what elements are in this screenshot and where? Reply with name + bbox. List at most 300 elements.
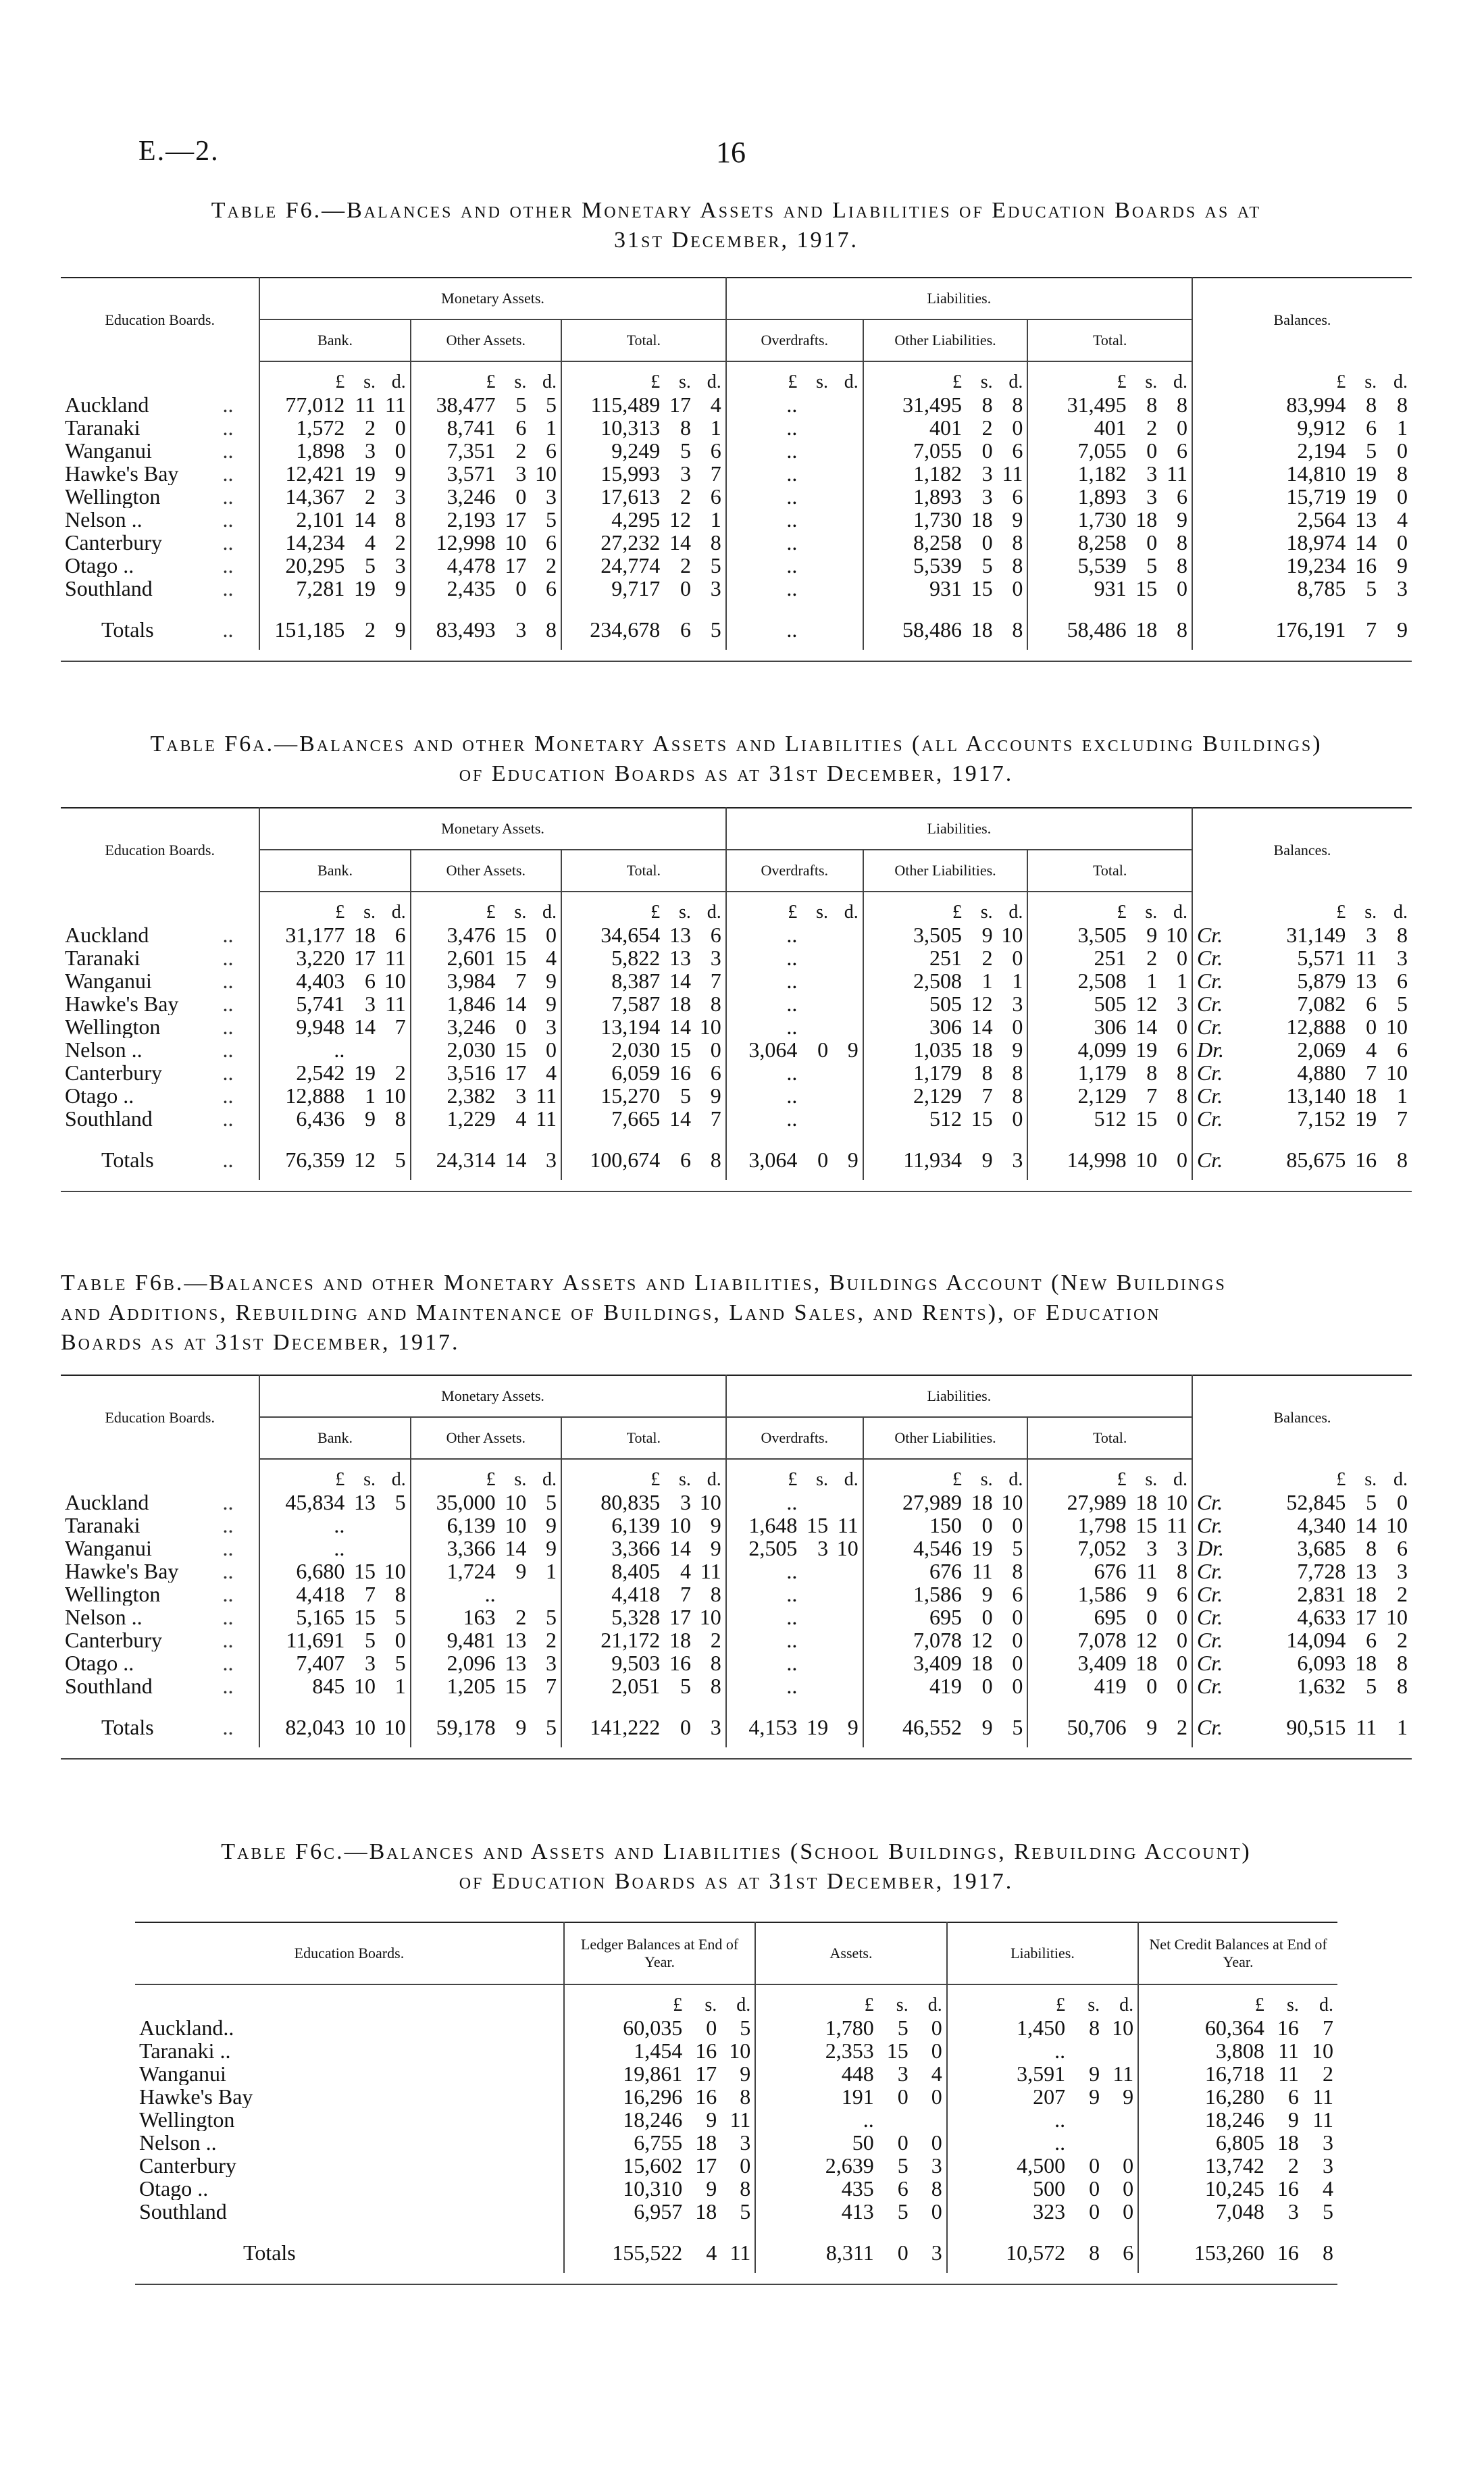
money-cell: 10 xyxy=(1104,2016,1138,2039)
pounds-cell: 234,678 xyxy=(590,617,661,642)
balance-cell: 6 xyxy=(1366,1628,1377,1651)
shillings-cell: 19 xyxy=(354,462,376,485)
pence-cell: 8 xyxy=(695,1130,726,1180)
pounds-cell: 27,989 xyxy=(1067,1491,1127,1514)
pence-cell: 0 xyxy=(997,1015,1028,1038)
shillings-cell xyxy=(801,439,832,462)
balance-cell: 19 xyxy=(1355,462,1377,485)
pounds-cell: 141,222 xyxy=(590,1714,661,1739)
col-other-liabilities: Other Liabilities. xyxy=(863,319,1028,361)
pounds-cell: .. xyxy=(786,1560,798,1583)
col-monetary-assets: Monetary Assets. xyxy=(259,278,725,319)
pounds-cell: 4,478 xyxy=(446,554,496,577)
money-cell: 0 xyxy=(721,2154,755,2177)
pounds-cell: .. xyxy=(786,946,798,969)
shillings-cell xyxy=(801,416,832,439)
shillings-cell xyxy=(801,992,832,1015)
pence-cell: 10 xyxy=(380,969,411,992)
money-cell: 1,450 xyxy=(1017,2016,1066,2039)
pence-cell: 5 xyxy=(380,1130,411,1180)
pounds-cell: 1,572 xyxy=(296,416,345,439)
unit-label: s. xyxy=(1287,1995,1299,2016)
balance-cell: 13 xyxy=(1355,969,1377,992)
col-total-liabilities: Total. xyxy=(1027,1417,1192,1459)
shillings-cell xyxy=(801,554,832,577)
table-row xyxy=(135,2177,1337,2200)
money-cell: 5 xyxy=(721,2016,755,2039)
leader-dots: .. xyxy=(218,946,259,969)
money-cell: 4 xyxy=(1323,2177,1333,2200)
pence-cell: 0 xyxy=(380,1628,411,1651)
pounds-cell: 3,064 xyxy=(748,1038,798,1061)
pounds-cell: 34,654 xyxy=(600,923,661,946)
cr-dr-label: Cr. xyxy=(1196,1560,1223,1583)
pounds-cell: 2,101 xyxy=(296,508,345,531)
shillings-cell: 13 xyxy=(354,1491,376,1514)
pence-cell: 8 xyxy=(1161,393,1192,416)
unit-label: £ xyxy=(650,371,661,392)
shillings-cell: 15 xyxy=(354,1606,376,1628)
money-cell: 3,591 xyxy=(1017,2062,1066,2085)
pence-cell: 4 xyxy=(695,393,726,416)
table-end-rule xyxy=(61,650,1412,661)
col-education-boards: Education Boards. xyxy=(135,1922,564,1984)
title-line: of Education Boards as at 31st December, 1917. xyxy=(459,761,1014,786)
shillings-cell: 13 xyxy=(505,1628,527,1651)
pence-cell: 6 xyxy=(695,923,726,946)
pence-cell xyxy=(832,485,863,508)
board-name: Wanganui xyxy=(65,439,152,462)
pounds-cell: 7,281 xyxy=(296,577,345,600)
cr-dr-label: Cr. xyxy=(1196,1107,1223,1130)
board-name: Wanganui xyxy=(65,1537,152,1560)
pence-cell xyxy=(832,923,863,946)
pence-cell: 8 xyxy=(1161,554,1192,577)
pence-cell: 8 xyxy=(530,600,561,650)
pounds-cell: 1,798 xyxy=(1077,1514,1127,1537)
balance-cell: 10 xyxy=(1386,1015,1408,1038)
money-cell: 0 xyxy=(897,2085,909,2108)
pence-cell: 2 xyxy=(380,1061,411,1084)
balance-cell: 52,845 xyxy=(1286,1491,1346,1514)
cr-dr-label: Cr. xyxy=(1196,1651,1223,1674)
pence-cell: 1 xyxy=(1161,969,1192,992)
money-cell: 0 xyxy=(897,2240,909,2265)
pounds-cell: 2,542 xyxy=(296,1061,345,1084)
pence-cell: 4 xyxy=(530,1061,561,1084)
pence-cell: 8 xyxy=(1161,600,1192,650)
pounds-cell: .. xyxy=(786,439,798,462)
pence-cell: 10 xyxy=(380,1697,411,1747)
pence-cell: 6 xyxy=(1161,1583,1192,1606)
money-cell: 5 xyxy=(897,2200,909,2223)
table-row xyxy=(135,2154,1337,2177)
pounds-cell: 695 xyxy=(929,1606,962,1628)
pence-cell: 6 xyxy=(380,923,411,946)
money-cell: 3 xyxy=(897,2062,909,2085)
pounds-cell: 9,249 xyxy=(611,439,661,462)
shillings-cell: 15 xyxy=(505,946,527,969)
unit-spacer xyxy=(61,892,259,923)
pence-cell: 8 xyxy=(997,393,1028,416)
pence-cell: 9 xyxy=(695,1537,726,1560)
cr-dr-label: Cr. xyxy=(1196,1714,1223,1739)
money-cell: 10,572 xyxy=(1006,2240,1066,2265)
balance-cell: 15,719 xyxy=(1286,485,1346,508)
pence-cell: 9 xyxy=(530,969,561,992)
pounds-cell: 46,552 xyxy=(902,1714,962,1739)
cr-dr-label: Cr. xyxy=(1196,1015,1223,1038)
col-liabilities: Liabilities. xyxy=(726,808,1192,850)
pounds-cell: 14,234 xyxy=(285,531,345,554)
money-cell: 8 xyxy=(1089,2240,1100,2265)
money-cell: 3 xyxy=(913,2223,947,2273)
pence-cell: 0 xyxy=(997,416,1028,439)
pence-cell xyxy=(832,416,863,439)
totals-row xyxy=(61,1130,1412,1180)
pounds-cell: .. xyxy=(786,923,798,946)
shillings-cell: 10 xyxy=(1135,1147,1158,1172)
money-cell: 11 xyxy=(1104,2062,1138,2085)
balance-cell: 2 xyxy=(1397,1583,1408,1606)
shillings-cell: 18 xyxy=(1135,508,1158,531)
pence-cell: 8 xyxy=(695,531,726,554)
pence-cell: 0 xyxy=(1161,1015,1192,1038)
pence-cell: 10 xyxy=(380,1560,411,1583)
board-name: Canterbury xyxy=(65,1061,162,1084)
balance-cell: 1 xyxy=(1397,1714,1408,1739)
unit-label: d. xyxy=(913,1984,947,2016)
pence-cell: 0 xyxy=(530,923,561,946)
money-cell: 3 xyxy=(1323,2154,1333,2177)
leader-dots: .. xyxy=(218,600,259,650)
balance-cell: 5,571 xyxy=(1297,946,1346,969)
pounds-cell: 9,481 xyxy=(446,1628,496,1651)
pence-cell xyxy=(380,1514,411,1537)
totals-label: Totals xyxy=(101,617,154,642)
balance-cell: 10 xyxy=(1386,1514,1408,1537)
pounds-cell: 2,382 xyxy=(446,1084,496,1107)
pounds-cell: 3,476 xyxy=(446,923,496,946)
pounds-cell: 5,539 xyxy=(1077,554,1127,577)
shillings-cell: 0 xyxy=(1146,1674,1158,1697)
balance-cell: 0 xyxy=(1397,1491,1408,1514)
money-cell: 60,035 xyxy=(623,2016,683,2039)
unit-label: £ xyxy=(1117,902,1127,923)
shillings-cell xyxy=(801,969,832,992)
pence-cell: 3 xyxy=(380,554,411,577)
pounds-cell: 31,495 xyxy=(1067,393,1127,416)
pence-cell: 0 xyxy=(997,577,1028,600)
shillings-cell: 2 xyxy=(365,617,376,642)
leader-dots: .. xyxy=(218,1491,259,1514)
pence-cell: 5 xyxy=(380,1651,411,1674)
shillings-cell: 9 xyxy=(1146,1583,1158,1606)
money-cell: 9 xyxy=(1104,2085,1138,2108)
money-cell: 9 xyxy=(706,2108,717,2131)
pounds-cell: 401 xyxy=(1094,416,1127,439)
pounds-cell: 695 xyxy=(1094,1606,1127,1628)
table-end-rule xyxy=(135,2273,1337,2284)
pence-cell xyxy=(832,1061,863,1084)
pounds-cell: 3,366 xyxy=(446,1537,496,1560)
col-overdrafts: Overdrafts. xyxy=(726,1417,863,1459)
pence-cell: 11 xyxy=(530,1107,561,1130)
shillings-cell: 3 xyxy=(1146,485,1158,508)
balance-cell: 7,728 xyxy=(1297,1560,1346,1583)
unit-label: £ xyxy=(1117,1469,1127,1490)
balance-cell: 18 xyxy=(1355,1084,1377,1107)
pence-cell xyxy=(832,1628,863,1651)
unit-label: s. xyxy=(679,371,691,392)
page-reference: E.—2. xyxy=(138,136,220,167)
money-cell xyxy=(913,2108,947,2131)
pounds-cell: 58,486 xyxy=(902,617,962,642)
pence-cell: 8 xyxy=(1161,1560,1192,1583)
pence-cell: 0 xyxy=(997,1107,1028,1130)
col-overdrafts: Overdrafts. xyxy=(726,850,863,892)
pounds-cell: .. xyxy=(786,1583,798,1606)
col-total-liabilities: Total. xyxy=(1027,850,1192,892)
col-other-liabilities: Other Liabilities. xyxy=(863,850,1028,892)
balance-cell: 8 xyxy=(1397,1674,1408,1697)
unit-label: d. xyxy=(1393,1468,1408,1490)
pence-cell: 0 xyxy=(1161,577,1192,600)
shillings-cell: 13 xyxy=(505,1651,527,1674)
pence-cell xyxy=(832,439,863,462)
pounds-cell: 3,366 xyxy=(611,1537,661,1560)
balance-cell: 13,140 xyxy=(1286,1084,1346,1107)
pence-cell: 8 xyxy=(380,508,411,531)
pounds-cell: 1,893 xyxy=(1077,485,1127,508)
pounds-cell: 4,099 xyxy=(1077,1038,1127,1061)
leader-dots: .. xyxy=(218,416,259,439)
money-cell: 11 xyxy=(721,2223,755,2273)
unit-label: £ xyxy=(1336,1468,1346,1490)
shillings-cell: 0 xyxy=(817,1147,829,1172)
board-name: Southland xyxy=(135,2200,564,2223)
shillings-cell: 15 xyxy=(971,577,993,600)
pounds-cell: 31,495 xyxy=(902,393,962,416)
pence-cell: 5 xyxy=(530,1606,561,1628)
shillings-cell: 3 xyxy=(515,1084,527,1107)
col-monetary-assets: Monetary Assets. xyxy=(259,808,725,850)
unit-label: £ xyxy=(952,902,962,923)
shillings-cell: 18 xyxy=(1135,1491,1158,1514)
table-row xyxy=(135,2016,1337,2039)
shillings-cell: 15 xyxy=(354,1560,376,1583)
shillings-cell xyxy=(801,577,832,600)
table-row xyxy=(61,1628,1412,1651)
balance-cell: 7 xyxy=(1366,617,1377,642)
pence-cell: 7 xyxy=(530,1674,561,1697)
cr-dr-label: Cr. xyxy=(1196,1606,1223,1628)
shillings-cell: 13 xyxy=(669,946,691,969)
table-row xyxy=(61,508,1412,531)
shillings-cell xyxy=(801,1651,832,1674)
pence-cell: 9 xyxy=(832,1038,863,1061)
board-name: Canterbury xyxy=(135,2154,564,2177)
balance-cell: 2,831 xyxy=(1297,1583,1346,1606)
pence-cell: 11 xyxy=(380,992,411,1015)
board-name: Canterbury xyxy=(65,531,162,554)
shillings-cell: 14 xyxy=(354,508,376,531)
shillings-cell: 3 xyxy=(817,1537,829,1560)
shillings-cell: 17 xyxy=(354,946,376,969)
pence-cell xyxy=(832,600,863,650)
pence-cell xyxy=(380,1537,411,1560)
leader-dots: .. xyxy=(218,1537,259,1560)
shillings-cell: 2 xyxy=(680,485,691,508)
board-name: Wellington xyxy=(65,1583,161,1606)
balance-cell: 11 xyxy=(1356,1714,1377,1739)
board-name: Otago .. xyxy=(65,1651,134,1674)
pence-cell xyxy=(832,969,863,992)
money-cell: 0 xyxy=(897,2131,909,2154)
money-cell: 435 xyxy=(841,2177,874,2200)
money-cell: 0 xyxy=(913,2016,947,2039)
shillings-cell: 2 xyxy=(365,485,376,508)
pence-cell: 8 xyxy=(695,1583,726,1606)
shillings-cell: 4 xyxy=(365,531,376,554)
pounds-cell: 1,182 xyxy=(1077,462,1127,485)
money-cell: 6 xyxy=(1287,2085,1299,2108)
unit-label: d. xyxy=(1161,361,1192,393)
pence-cell xyxy=(832,1606,863,1628)
money-cell: 8 xyxy=(1089,2016,1100,2039)
pence-cell: 8 xyxy=(997,531,1028,554)
money-cell: 18,246 xyxy=(1204,2108,1264,2131)
money-cell: 16 xyxy=(695,2039,717,2062)
pounds-cell: 1,846 xyxy=(446,992,496,1015)
pounds-cell: 24,314 xyxy=(436,1147,496,1172)
pence-cell: 1 xyxy=(380,1674,411,1697)
board-name: Auckland xyxy=(65,1491,149,1514)
pounds-cell: 24,774 xyxy=(600,554,661,577)
shillings-cell xyxy=(801,1583,832,1606)
unit-label: d. xyxy=(997,892,1028,923)
cr-dr-label: Cr. xyxy=(1196,1084,1223,1107)
pence-cell: 0 xyxy=(695,1038,726,1061)
balance-cell: 85,675 xyxy=(1286,1147,1346,1172)
pounds-cell: 676 xyxy=(929,1560,962,1583)
board-name: Southland xyxy=(65,577,153,600)
table-row xyxy=(61,462,1412,485)
pence-cell: 1 xyxy=(997,969,1028,992)
money-cell: 8 xyxy=(1323,2240,1333,2265)
money-cell: 9 xyxy=(1287,2108,1299,2131)
pence-cell: 9 xyxy=(530,992,561,1015)
money-cell: 8,311 xyxy=(825,2240,874,2265)
table-row xyxy=(61,439,1412,462)
table-row xyxy=(61,1514,1412,1537)
pounds-cell: 8,405 xyxy=(611,1560,661,1583)
shillings-cell: 0 xyxy=(680,577,691,600)
pence-cell: 3 xyxy=(695,1697,726,1747)
shillings-cell xyxy=(500,1583,531,1606)
table-row xyxy=(61,1061,1412,1084)
pence-cell: 9 xyxy=(695,1084,726,1107)
shillings-cell xyxy=(801,1015,832,1038)
shillings-cell: 2 xyxy=(1146,946,1158,969)
board-name: Taranaki xyxy=(65,946,140,969)
pounds-cell: 5,165 xyxy=(296,1606,345,1628)
balance-cell: 4,633 xyxy=(1297,1606,1346,1628)
pence-cell: 9 xyxy=(530,1537,561,1560)
board-name: Hawke's Bay xyxy=(135,2085,564,2108)
pounds-cell: 2,129 xyxy=(1077,1084,1127,1107)
pence-cell: 8 xyxy=(695,1651,726,1674)
balance-cell: 14,094 xyxy=(1286,1628,1346,1651)
unit-label: d. xyxy=(530,1459,561,1491)
unit-label: s. xyxy=(1145,371,1158,392)
unit-label: d. xyxy=(832,1459,863,1491)
pence-cell: 11 xyxy=(997,462,1028,485)
col-liabilities: Liabilities. xyxy=(947,1922,1138,1984)
table-row xyxy=(61,1107,1412,1130)
shillings-cell: 7 xyxy=(1146,1084,1158,1107)
money-cell: 323 xyxy=(1033,2200,1066,2223)
money-cell: 11 xyxy=(1312,2085,1333,2108)
unit-spacer xyxy=(1192,892,1233,923)
shillings-cell: 15 xyxy=(807,1514,829,1537)
leader-dots: .. xyxy=(218,992,259,1015)
pence-cell: 0 xyxy=(1161,1606,1192,1628)
pounds-cell: .. xyxy=(786,1084,798,1107)
leader-dots: .. xyxy=(218,1583,259,1606)
shillings-cell: 12 xyxy=(669,508,691,531)
money-cell: 19,861 xyxy=(623,2062,683,2085)
unit-label: d. xyxy=(1393,371,1408,392)
shillings-cell xyxy=(801,1061,832,1084)
pounds-cell: 1,730 xyxy=(1077,508,1127,531)
shillings-cell: 12 xyxy=(354,1147,376,1172)
leader-dots: .. xyxy=(218,462,259,485)
pounds-cell: 3,984 xyxy=(446,969,496,992)
shillings-cell: 9 xyxy=(515,1714,527,1739)
shillings-cell: 8 xyxy=(981,1061,993,1084)
unit-label: d. xyxy=(721,1984,755,2016)
money-cell: 6,805 xyxy=(1215,2131,1264,2154)
pounds-cell: 14,998 xyxy=(1067,1147,1127,1172)
shillings-cell: 6 xyxy=(680,617,691,642)
unit-label: s. xyxy=(1145,902,1158,923)
shillings-cell: 15 xyxy=(1135,1107,1158,1130)
pence-cell xyxy=(380,1038,411,1061)
pounds-cell: 4,153 xyxy=(748,1714,798,1739)
shillings-cell: 5 xyxy=(1146,554,1158,577)
pounds-cell: 401 xyxy=(929,416,962,439)
pence-cell: 3 xyxy=(530,1130,561,1180)
pence-cell: 3 xyxy=(380,485,411,508)
shillings-cell: 18 xyxy=(971,617,993,642)
money-cell: 2 xyxy=(1287,2154,1299,2177)
pounds-cell: 77,012 xyxy=(285,393,345,416)
pounds-cell: 931 xyxy=(1094,577,1127,600)
title-line: Table F6.—Balances and other Monetary Assets and Liabilities of Education Boards as at xyxy=(211,198,1262,223)
balance-cell: 5 xyxy=(1366,1491,1377,1514)
shillings-cell: 3 xyxy=(1146,1537,1158,1560)
pence-cell xyxy=(832,531,863,554)
unit-spacer xyxy=(1192,1459,1233,1491)
pence-cell xyxy=(832,992,863,1015)
board-name: Southland xyxy=(65,1674,153,1697)
money-cell: 448 xyxy=(841,2062,874,2085)
pence-cell: 1 xyxy=(695,508,726,531)
shillings-cell: 0 xyxy=(515,1015,527,1038)
board-name: Nelson .. xyxy=(135,2131,564,2154)
shillings-cell: 10 xyxy=(505,1514,527,1537)
